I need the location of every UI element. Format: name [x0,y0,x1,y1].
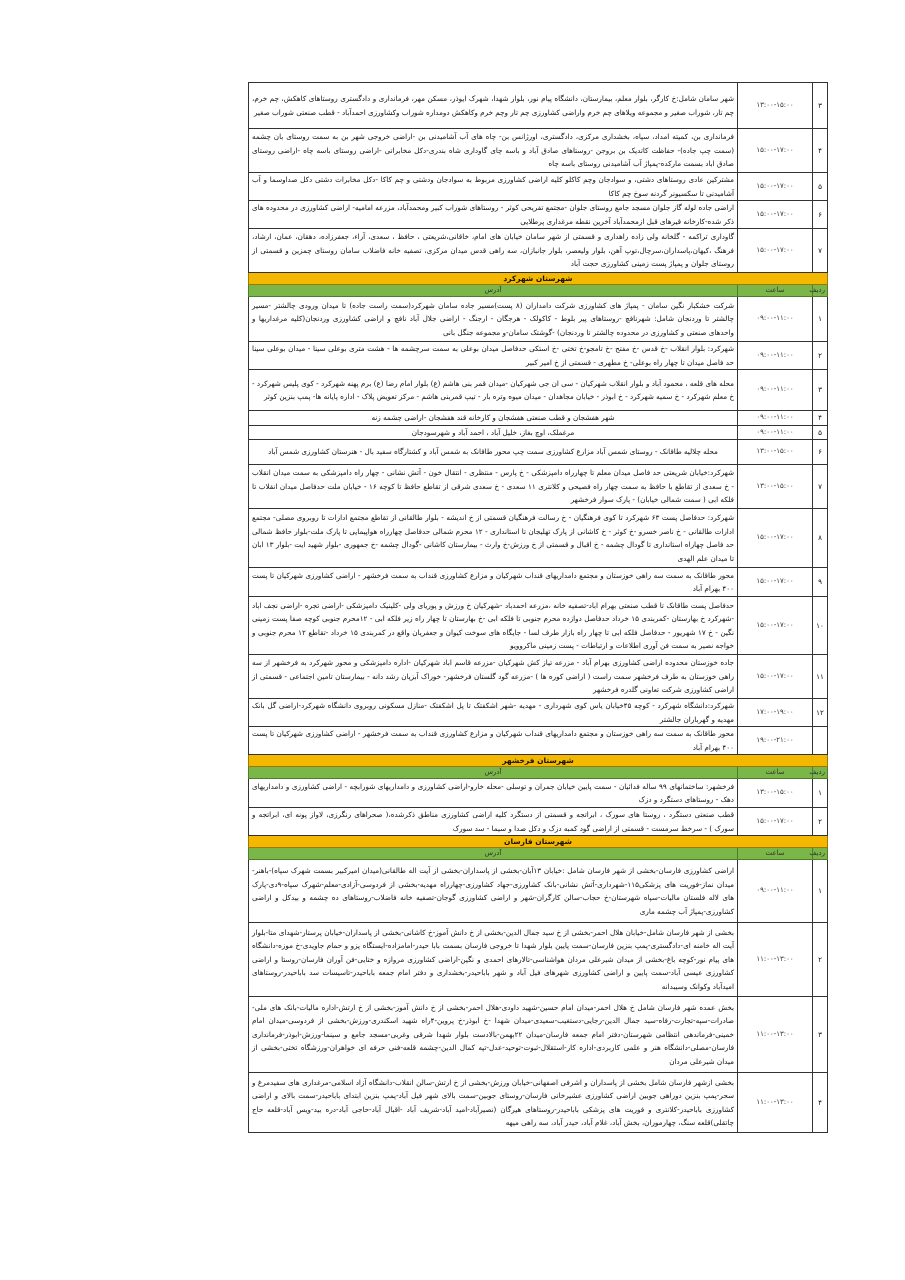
outage-time: ۰۹:۰۰-۱۱:۰۰ [738,342,813,370]
header-address: آدرس [249,767,738,779]
row-number: ۱ [813,860,828,923]
table-row [249,568,828,597]
row-number: ۲ [813,923,828,997]
outage-time: ۰۹:۰۰-۱۱:۰۰ [738,370,813,411]
outage-time: ۱۵:۰۰-۱۷:۰۰ [738,568,813,597]
row-number: ۳ [813,997,828,1073]
row-number: ۳ [813,83,828,129]
table-row [249,129,828,173]
row-number: ۴ [813,1073,828,1133]
header-address: آدرس [249,848,738,860]
table-row [249,1073,828,1133]
row-number: ۵ [813,173,828,201]
outage-time: ۱۱:۰۰-۱۳:۰۰ [738,923,813,997]
schedule-table [248,82,828,1133]
table-row [249,779,828,808]
outage-address: محله های قلعه ، محمود آباد و بلوار انقلاب شهرکیان - سی ان جی شهرکیان -میدان قمر بنی هاشم (ع) بلوار امام رضا (ع) برم پهنه شهرکرد - کوی پلیس شهرکرد - خ معلم شهرکرد - خ سمیه شهرکرد - خ ابوذر - خیابان مجاهدان - میدان میوه وتره بار - تیپ قمربنی هاشم - مرکز تعویض پلاک - اداره پایانه ها- پمپ بنزین کوثر [249,370,738,411]
row-number: ۶ [813,201,828,229]
outage-address: شهرکرد: بلوار انقلاب -خ قدس -خ مفتح -خ تامجو-خ تختی -خ استکی حدفاصل میدان بوعلی به سمت سرچشمه ها - هشت متری بوعلی سینا - میدان بوعلی سینا حد فاصل میدان تا چهار راه بوعلی- خ مطهری - قسمتی از خ امیر کبیر [249,342,738,370]
table-header-row [249,285,828,297]
row-number: ۳ [813,370,828,411]
header-row-number: ردیف [813,848,828,860]
table-row [249,699,828,727]
outage-address: فرخشهر: ساختمانهای ۹۹ ساله فدائیان - سمت پایین خیابان جمران و توسلی -محله خارو-اراضی کشاورزی و دامداریهای شورابچه - اراضی کشاورزی و دامداریهای دهک - روستاهای دستگرد و دزک [249,779,738,808]
table-row [249,229,828,273]
row-number: ۱ [813,297,828,342]
row-number: ۴ [813,129,828,173]
section-title: شهرستان شهرکرد [249,273,828,285]
table-row [249,425,828,440]
table-row [249,808,828,836]
outage-time: ۱۵:۰۰-۱۷:۰۰ [738,129,813,173]
table-row [249,860,828,923]
outage-address: محله چلالیه طاقانک - روستای شمس آباد مزارع کشاورزی سمت چپ محور طاقانک به شمس آباد و کشتارگاه سفید بال - هنرستان کشاورزی شمس آباد [249,440,738,465]
row-number [813,727,828,755]
table-header-row [249,767,828,779]
outage-time: ۱۳:۰۰-۱۵:۰۰ [738,440,813,465]
row-number: ۱۲ [813,699,828,727]
outage-address: جاده خوزستان محدوده اراضی کشاورزی بهرام آباد - مزرعه تیاز کش شهرکیان -مزرعه قاسم اباد شهرکیان -اداره دامپزشکی و محور شهرکرد به فرخشهر از سه راهی خوزستان به طرف فرخشهر سمت راست ( اراضی کوره ها ) -مزرعه گود گلستان فرخشهر- خوراک آبزیان رشد دانه - بیمارستان تامین اجتماعی - قسمتی از اراضی کشاورزی شرکت تعاونی گلدره فرخشهر [249,655,738,699]
outage-time: ۱۱:۰۰-۱۳:۰۰ [738,1073,813,1133]
outage-address: اراضی کشاورزی فارسان-بخشی از شهر فارسان شامل :خیابان ۱۳آبان-بخشی از پاسداران-بخشی از آیت اله طالقانی(میدان امیرکبیر بسمت شهرک سپاه)-باهنر-میدان نماز-فوریت های پزشکی۱۱۵-شهرداری-آتش نشانی-بانک کشاورزی-جهاد کشاورزی-چهارراه مهدیه-بخشی از فردوسی-آزادی-معلم-شهرک سپاه-۹دی-پارک های لاله فلستان مالیات-سپاه شهرستان-خ حجاب-سالن کارگران-شهر و اراضی کشاورزی گوجان-تصفیه خانه فاضلاب-روستاهای ده چشمه و بیدکل و اراضی کشاورزی-پمپاژ آب چشمه ماری [249,860,738,923]
row-number: ۵ [813,425,828,440]
header-time: ساعت [738,848,813,860]
outage-schedule-document [248,82,828,1133]
outage-time: ۱۱:۰۰-۱۳:۰۰ [738,997,813,1073]
outage-time: ۱۳:۰۰-۱۵:۰۰ [738,465,813,509]
outage-address: حدفاصل پست طاقانک تا قطب صنعتی بهرام اباد-تصفیه خانه ،مزرعه احمدباد -شهرکیان خ ورزش و پوریای ولی -کلینیک دامپزشکی -اراضی تجره -اراضی نجف اباد -شهرکرد خ بهارستان -کمربندی ۱۵ خرداد حدفاصل دوازده محرم جنوبی تا فلکه ابی -خ بهارستان تا چهار راه زیر فلکه ابی - ۱۲محرم جنوبی کوچه صفا پست زمینی نگین - خ ۱۷ شهریور - حدفاصل فلکه ابی تا چهار راه بازار طرف لسا - جایگاه های سوخت کیوان و جعفریان واقع در کمربندی ۱۵ خرداد -تقاطع ۱۲ محرم جنوبی و خواجه نصیر به سمت فن آوری اطلاعات و ارتباطات - پست زمینی ماکروویو [249,597,738,655]
header-time: ساعت [738,767,813,779]
table-row [249,923,828,997]
row-number: ۶ [813,440,828,465]
outage-address: شهر هفشجان و قطب صنعتی هفشجان و کارخانه قند هفشجان -اراضی چشمه زنه [249,411,738,426]
outage-time: ۱۵:۰۰-۱۷:۰۰ [738,201,813,229]
table-row [249,997,828,1073]
outage-address: بخش عمده شهر فارسان شامل خ هلال احمر-میدان امام حسین-شهید داودی-هلال احمر-بخشی از خ دانش آموز-بخشی از خ ارتش-اداره مالیات-بانک های ملی-صادرات-سپه-تجارت-رفاه-سید جمال الدین-رجایی-دستغیب-سعیدی-میدان شهدا -خ ابوذر-خ پروین-۴راه شهید اسکندری-ورزش-بخشی از فردوسی-میدان امام خمینی-فرماندهی انتظامی شهرستان-دفتر امام جمعه فارسان-میدان ۲۲بهمن-بالادست بلوار شهدا شرقی وغربی-مسجد جامع و سینما-ورزش-ابوذر-فرمانداری فارسان-مصلی-دانشگاه هنر و علمی کاربردی-اداره کار-استقلال-ثبوت-توحید-عدل-تپه کمال الدین-چشمه قلعه-فنی حرفه ای خواهران-ورزشگاه تختی-بخشی از میدان شیرعلی مردان [249,997,738,1073]
outage-address: اراضی جاده لوله گاز جلوان مسجد جامع روستای جلوان -مجتمع تفریحی کوثر - روستاهای شوراب کبیر ومحمدآباد، مزرعه امامیه- اراضی کشاورزی در محدوده های ذکر شده-کارخانه قیرهای قبل ازمحمدآباد آخرین نقطه مرغداری پرطلایی [249,201,738,229]
row-number: ۱۱ [813,655,828,699]
outage-time: ۱۵:۰۰-۱۷:۰۰ [738,173,813,201]
outage-time: ۱۵:۰۰-۱۷:۰۰ [738,509,813,568]
outage-address: شرکت خشکبار نگین سامان - پمپاژ های کشاورزی شرکت دامداران (۸ پست)مسیر جاده سامان شهرکرد(سمت راست جاده) تا میدان ورودی چالشتر -مسیر چالشتر تا وردنجان شامل: شهرنافچ -روستاهای پیر بلوط - کاکولک - هرجگان - ارجنگ - اراضی جلال آباد نافچ و اراضی کشاورزی وردنجان(کلیه مرغداریها و واحدهای صنعتی و کشاورزی در محدوده چالشتر تا وردنجان) -گوشتک سامان-و مجموعه جنگل بانی [249,297,738,342]
table-row [249,370,828,411]
outage-address: شهرکرد:دانشگاه شهرکرد - کوچه ۴۵خیابان یاس کوی شهرداری - مهدیه -شهر اشکفتک تا پل اشکفتک -منازل مسکونی روبروی دانشگاه شهرکرد-اراضی گل بانک مهدیه و گهرباران جالشتر [249,699,738,727]
outage-address: محور طاقانک به سمت سه راهی خوزستان و مجتمع دامداریهای قنداب شهرکیان و مزارع کشاورزی قنداب به سمت فرخشهر - اراضی کشاورزی شهرکیان تا پست ۴۰۰ بهرام آباد [249,568,738,597]
outage-time: ۱۵:۰۰-۱۷:۰۰ [738,655,813,699]
table-row [249,83,828,129]
outage-time: ۰۹:۰۰-۱۱:۰۰ [738,297,813,342]
header-time: ساعت [738,285,813,297]
outage-address: قطب صنعتی دستگرد ، روستا های سورک ، ابراتجه و قسمتی از دستگرد کلیه اراضی کشاورزی مناطق ذکرشده،( صحراهای رنگرزی، لاواز پونه ای، ابراتجه و سورک ) - سرخط سرمست - قسمتی از اراضی گود کمبه دزک و دکل صدا و سیما - سد سورک [249,808,738,836]
section-title-row [249,273,828,285]
table-header-row [249,848,828,860]
row-number: ۱۰ [813,597,828,655]
outage-address: شهر سامان شامل:خ کارگر، بلوار معلم، بیمارستان، دانشگاه پیام نور، بلوار شهدا، شهرک ایوذر، مسکن مهر، فرمانداری و دادگستری روستاهای کاهکش، چم خرم، چم تار، شوراب صغیر و مجموعه ویلاهای چم خرم واراضی کشاورزی چم تار وچم خرم وکاهکش دومداره شوراب وکشاورزی احمدآباد - قطب صنعتی شوراب صغیر [249,83,738,129]
header-address: آدرس [249,285,738,297]
table-row [249,201,828,229]
table-row [249,411,828,426]
row-number: ۲ [813,808,828,836]
outage-address: بخشی از شهر فارسان شامل-خیابان هلال احمر-بخشی از خ سید جمال الدین-بخشی از خ دانش آموز-خ کاشانی-بخشی از پاسداران-خیابان پرستار-شهدای متا-بلوار آیت اله خامنه ای-دادگستری-پمپ بنزین فارسان-سمت پایین بلوار شهدا تا خروجی فارسان بسمت بابا حیدر-امامزاده-ایستگاه پزو و حمام جاویدی-خ موزه-دانشگاه های پیام نور-کوچه باغ-بخشی از میدان شیرعلی مردان هواشناسی-تالارهای احمدی و نگین-اراضی کشاورزی مروازه و ختایی-فن آوران فارسان-روستا و اراضی کشاورزی عیسی آباد-سمت پایین و اراضی کشاورزی شهرهای فیل آباد و شهر باباحیدر-بخشداری و دفتر امام جمعه باباحیدر-تاسیسات سد باباحیدر-روستاهای امیدآباد وکوانک وسیبدانه [249,923,738,997]
row-number: ۲ [813,342,828,370]
table-row [249,655,828,699]
row-number: ۷ [813,229,828,273]
section-title: شهرستان فارسان [249,836,828,848]
outage-address: گاوداری تراکمه - گلخانه ولی زاده راهداری و قسمتی از شهر سامان خیابان های امام، خاقانی،شریعتی ، حافظ ، سعدی، آراء، جعفرزاده، دهقان، عمان، ارشاد، فرهنگ ،کیهان،پاسداران،سرچال،توپ آهن، بلوار ولیعصر، بلوار جانبازان، سه راهی قدس میدان مرکزی، تصفیه خانه فاضلاب سامان روستای چمزین و قسمتی از روستای جلوان و پمپاژ پست زمینی کشاورزی حجت آباد [249,229,738,273]
outage-address: مرغملک، اوچ بغاز، خلیل آباد ، احمد آباد و شهرسودجان [249,425,738,440]
table-row [249,597,828,655]
outage-time: ۱۵:۰۰-۱۷:۰۰ [738,808,813,836]
table-row [249,509,828,568]
outage-address: فرمانداری بن، کمیته امداد، سپاه، بخشداری مرکزی، دادگستری، اورژانس بن- چاه های آب آشامیدنی بن -اراضی خروجی شهر بن به سمت روستای بان چشمه (سمت چپ جاده)- حفاظت کاتدیک بن بروجن -روستاهای صادق آباد و باسه چای گاوداری شاه بندری-دکل مخابراتی -اراضی روستای باسه چاه -اراضی روستای صادق اباد بسمت مارکده-پمپاژ آب آشامیدنی روستای باسه چاه [249,129,738,173]
outage-time: ۱۵:۰۰-۱۷:۰۰ [738,229,813,273]
table-row [249,297,828,342]
outage-address: مشترکین عادی روستاهای دشتی، و سوادجان وچم کاکلو کلیه اراضی کشاورزی مربوط به سوادجان ودشتی و چم کاکا -دکل مخابرات دشتی دکل صداوسما و آب آشامیدنی تا سکسیونر گردنه سوخ چم کاکا [249,173,738,201]
outage-address: شهرکرد: حدفاصل پست ۶۳ شهرکرد تا کوی فرهنگیان - خ رسالت فرهنگیان قسمتی از خ اندیشه - بلوار طالقانی از تقاطع مجتمع ادارات تا روبروی مصلی- مجتمع ادارات طالقانی - خ ناصر خسرو -خ کوثر - خ کاشانی از پارک تهلیجان تا استانداری - ۱۲ محرم شمالی حدفاصل چهارراه هواپیمایی تا پارک ملت-بلوار حافظ شمالی حد فاصل چهاراه استانداری تا گودال چشمه - خ اقبال و قسمتی از خ ورزش-خ وارث - بیمارستان کاشانی -گودال چشمه -خ جمهوری -بلوار شهید ایت -بلوار ۱۳ ابان تا میدان علم الهدی [249,509,738,568]
section-title: شهرستان فرخشهر [249,755,828,767]
outage-time: ۰۹:۰۰-۱۱:۰۰ [738,411,813,426]
row-number: ۴ [813,411,828,426]
outage-time: ۱۷:۰۰-۱۹:۰۰ [738,699,813,727]
row-number: ۸ [813,509,828,568]
outage-address: محور طاقانک به سمت سه راهی خوزستان و مجتمع دامداریهای قنداب شهرکیان و مزارع کشاورزی قنداب به سمت فرخشهر - اراضی کشاورزی شهرکیان تا پست ۴۰۰ بهرام آباد [249,727,738,755]
table-row [249,342,828,370]
section-title-row [249,836,828,848]
outage-time: ۰۹:۰۰-۱۱:۰۰ [738,425,813,440]
row-number: ۹ [813,568,828,597]
outage-time: ۱۳:۰۰-۱۵:۰۰ [738,779,813,808]
outage-time: ۱۹:۰۰-۲۱:۰۰ [738,727,813,755]
outage-address: شهرکرد:خیابان شریعتی حد فاصل میدان معلم تا چهارراه دامپزشکی - خ پارس - منتظری - انتقال خون - آتش نشانی - چهار راه دامپزشکی به سمت میدان انقلاب - خ سعدی از تقاطع با حافظ به سمت چهار راه فصیحی و کلانتری ۱۱ سعدی - خ سعدی شرقی از تقاطع حافظ تا کوچه ۱۶ - خیابان ملت حدفاصل میدان انقلاب تا فلکه ابی ( سمت شمالی خیابان) - پارک سوار فرخشهر [249,465,738,509]
outage-time: ۰۹:۰۰-۱۱:۰۰ [738,860,813,923]
outage-time: ۱۳:۰۰-۱۵:۰۰ [738,83,813,129]
table-row [249,727,828,755]
row-number: ۱ [813,779,828,808]
table-row [249,440,828,465]
outage-address: بخشی ازشهر فارسان شامل بخشی از پاسداران و اشرفی اصفهانی-خیابان ورزش-بخشی از خ ارتش-سالن انقلاب-دانشگاه آزاد اسلامی-مرغداری های سفیدمرغ و سحر-پمپ بنزین دوراهی جوبین اراضی کشاورزی عشیرخانی فارسان-روستای جوبین-سمت بالای شهر فیل آباد-پمپ بنزین ابتدای باباحیدر-سمت بالای و اراضی کشاورزی باباحیدر-کلانتری و فوریت های پزشکی باباحیدر-روستاهای هیرگان (نصیرآباد-امید آباد-شریف آباد -اقبال آباد-حاجی آباد-دره بید-ویس آباد-قلعه حاج چاتقلی)قلعه سنگ، چهارموران، بخش آباد، غلام آباد، حیدر آباد، سه راهی میهه [249,1073,738,1133]
outage-time: ۱۵:۰۰-۱۷:۰۰ [738,597,813,655]
section-title-row [249,755,828,767]
table-row [249,173,828,201]
header-row-number: ردیف [813,767,828,779]
header-row-number: ردیف [813,285,828,297]
table-row [249,465,828,509]
row-number: ۷ [813,465,828,509]
